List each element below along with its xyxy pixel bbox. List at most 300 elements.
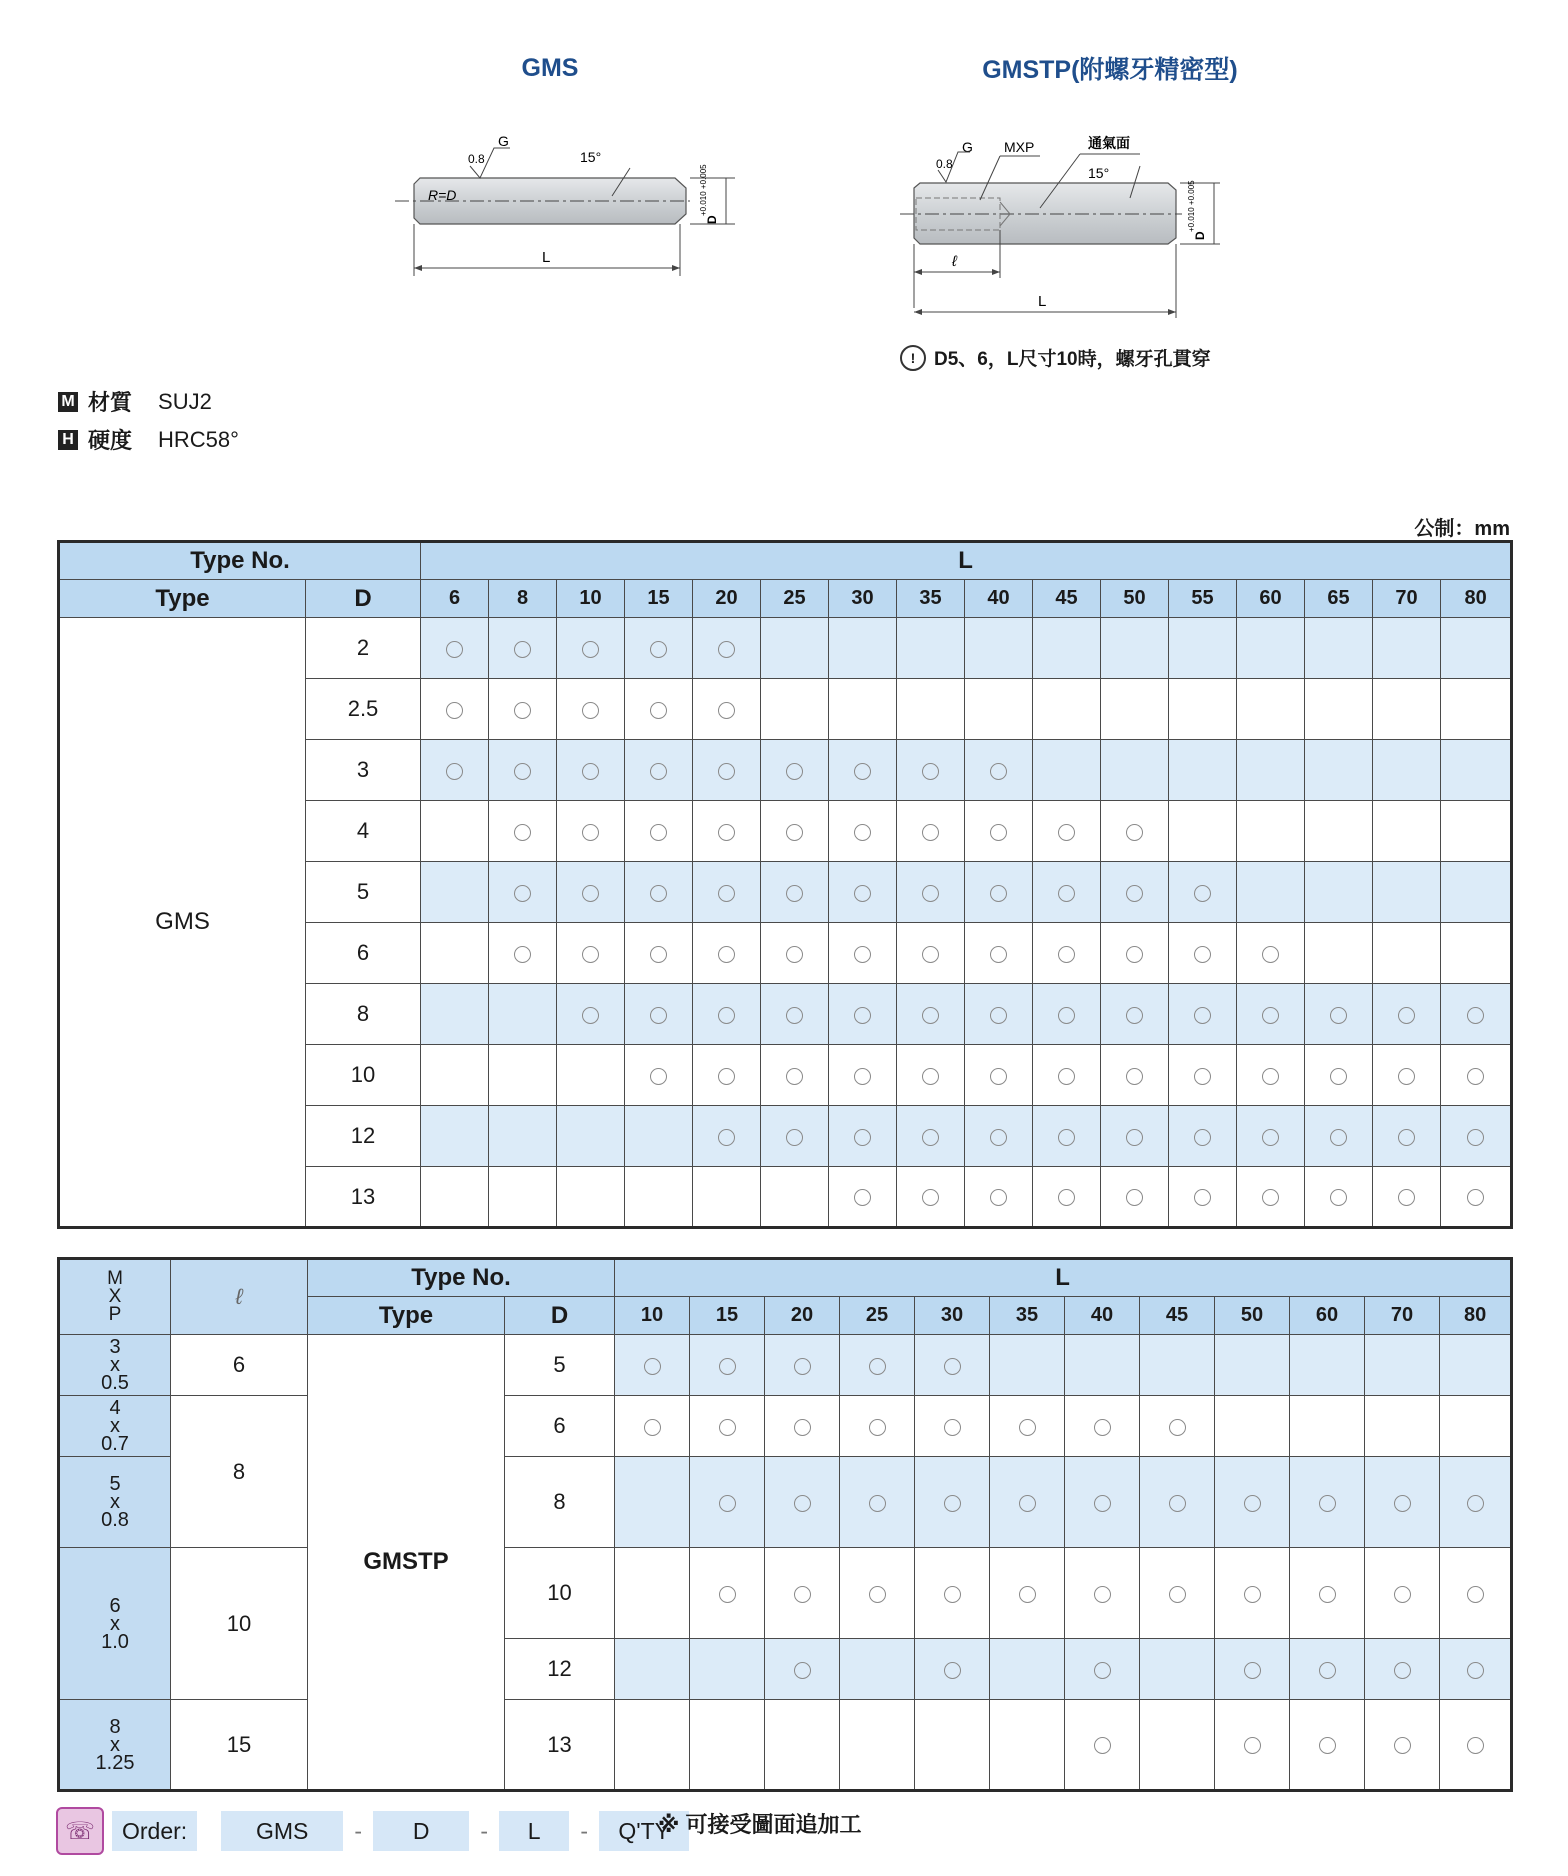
gmstp-avail-cell (1065, 1548, 1140, 1639)
available-mark-icon (786, 1007, 803, 1024)
gms-avail-cell (897, 801, 965, 862)
available-mark-icon (582, 1007, 599, 1024)
available-mark-icon (1244, 1737, 1261, 1754)
mxp-part: 0.7 (101, 1433, 129, 1455)
gms-avail-cell (1441, 1045, 1512, 1106)
gms-roughness-label: 0.8 (468, 152, 485, 166)
available-mark-icon (786, 885, 803, 902)
gmstp-avail-cell (1065, 1396, 1140, 1457)
mxp-cell (59, 1548, 171, 1700)
gms-avail-cell (1305, 923, 1373, 984)
available-mark-icon (514, 641, 531, 658)
gms-avail-cell (1441, 740, 1512, 801)
available-mark-icon (1394, 1662, 1411, 1679)
available-mark-icon (1126, 885, 1143, 902)
mxp-header-m: M (107, 1268, 123, 1289)
gms-avail-cell (1305, 984, 1373, 1045)
available-mark-icon (582, 763, 599, 780)
gmstp-ell-label: ℓ (952, 253, 957, 270)
gms-avail-cell (761, 679, 829, 740)
gmstp-d-header: D (505, 1297, 615, 1335)
gms-avail-cell (1305, 618, 1373, 679)
gms-avail-cell (557, 679, 625, 740)
available-mark-icon (854, 1068, 871, 1085)
gmstp-avail-cell (615, 1457, 690, 1548)
gms-avail-cell (1033, 923, 1101, 984)
available-mark-icon (854, 824, 871, 841)
gmstp-title: GMSTP(附螺牙精密型) (982, 56, 1238, 84)
available-mark-icon (582, 946, 599, 963)
gmstp-avail-cell (1065, 1639, 1140, 1700)
available-mark-icon (1194, 1007, 1211, 1024)
gms-title: GMS (521, 54, 579, 82)
available-mark-icon (1467, 1495, 1484, 1512)
available-mark-icon (582, 641, 599, 658)
available-mark-icon (869, 1419, 886, 1436)
gms-l-col-header: 70 (1373, 580, 1441, 618)
gmstp-avail-cell (915, 1335, 990, 1396)
gms-avail-cell (1373, 1167, 1441, 1228)
gmstp-l-col-header: 25 (840, 1297, 915, 1335)
gmstp-avail-cell (690, 1396, 765, 1457)
available-mark-icon (944, 1662, 961, 1679)
gmstp-l-col-header: 80 (1440, 1297, 1512, 1335)
available-mark-icon (854, 885, 871, 902)
gms-d-cell: 8 (306, 984, 421, 1045)
gms-avail-cell (761, 740, 829, 801)
gms-avail-cell (1237, 862, 1305, 923)
gms-avail-cell (421, 1106, 489, 1167)
gms-avail-cell (761, 618, 829, 679)
available-mark-icon (1169, 1495, 1186, 1512)
gms-avail-cell (693, 984, 761, 1045)
available-mark-icon (650, 1007, 667, 1024)
order-note: ※ 可接受圖面追加工 (658, 1812, 862, 1837)
gmstp-roughness-label: 0.8 (936, 157, 953, 171)
gmstp-l-header: L (615, 1259, 1512, 1297)
gms-table-row (59, 618, 1512, 679)
available-mark-icon (1394, 1586, 1411, 1603)
gmstp-length-label: L (1038, 293, 1047, 310)
order-field-qty: Q'TY (599, 1811, 689, 1851)
gmstp-avail-cell (915, 1548, 990, 1639)
available-mark-icon (650, 1068, 667, 1085)
gms-avail-cell (557, 740, 625, 801)
available-mark-icon (794, 1419, 811, 1436)
gmstp-avail-cell (1215, 1700, 1290, 1791)
gms-avail-cell (1441, 984, 1512, 1045)
gms-avail-cell (1305, 1167, 1373, 1228)
gms-avail-cell (1033, 862, 1101, 923)
gmstp-avail-cell (990, 1548, 1065, 1639)
available-mark-icon (514, 763, 531, 780)
gms-avail-cell (557, 1045, 625, 1106)
gms-drawing (390, 128, 760, 288)
gms-d-label: D (705, 215, 719, 224)
available-mark-icon (446, 641, 463, 658)
available-mark-icon (1398, 1189, 1415, 1206)
available-mark-icon (1330, 1189, 1347, 1206)
mxp-part: 4 (109, 1397, 121, 1419)
gmstp-avail-cell (1290, 1457, 1365, 1548)
available-mark-icon (786, 946, 803, 963)
gmstp-avail-cell (1290, 1548, 1365, 1639)
available-mark-icon (1019, 1495, 1036, 1512)
gms-avail-cell (761, 923, 829, 984)
available-mark-icon (854, 946, 871, 963)
gms-avail-cell (1101, 679, 1169, 740)
order-separator: - (354, 1817, 363, 1844)
available-mark-icon (922, 763, 939, 780)
gmstp-avail-cell (1440, 1548, 1512, 1639)
available-mark-icon (1244, 1586, 1261, 1603)
gms-avail-cell (557, 923, 625, 984)
available-mark-icon (944, 1419, 961, 1436)
gms-radius-label: R=D (428, 187, 457, 203)
gms-avail-cell (1169, 1045, 1237, 1106)
gms-avail-cell (625, 923, 693, 984)
gms-avail-cell (829, 679, 897, 740)
gms-avail-cell (1237, 1167, 1305, 1228)
available-mark-icon (1126, 946, 1143, 963)
order-separator: - (480, 1817, 489, 1844)
gmstp-l-col-header: 40 (1065, 1297, 1140, 1335)
gmstp-avail-cell (915, 1457, 990, 1548)
available-mark-icon (1262, 1189, 1279, 1206)
available-mark-icon (1194, 946, 1211, 963)
gmstp-avail-cell (765, 1457, 840, 1548)
gms-avail-cell (1237, 679, 1305, 740)
gms-avail-cell (1033, 740, 1101, 801)
available-mark-icon (582, 824, 599, 841)
gms-l-col-header: 60 (1237, 580, 1305, 618)
gms-avail-cell (693, 1045, 761, 1106)
mxp-part: 8 (109, 1715, 121, 1738)
gms-l-col-header: 45 (1033, 580, 1101, 618)
available-mark-icon (1194, 1189, 1211, 1206)
gms-d-cell: 6 (306, 923, 421, 984)
gms-avail-cell (693, 862, 761, 923)
available-mark-icon (922, 1068, 939, 1085)
available-mark-icon (718, 641, 735, 658)
available-mark-icon (514, 946, 531, 963)
available-mark-icon (1330, 1129, 1347, 1146)
gms-avail-cell (1441, 618, 1512, 679)
gms-avail-cell (625, 1106, 693, 1167)
gmstp-l-col-header: 35 (990, 1297, 1065, 1335)
gms-avail-cell (761, 801, 829, 862)
available-mark-icon (719, 1495, 736, 1512)
gmstp-avail-cell (1290, 1700, 1365, 1791)
gms-length-label: L (542, 249, 551, 266)
available-mark-icon (990, 824, 1007, 841)
gms-l-col-header: 25 (761, 580, 829, 618)
material-line (58, 386, 212, 417)
available-mark-icon (922, 824, 939, 841)
gms-avail-cell (1169, 862, 1237, 923)
gms-avail-cell (693, 740, 761, 801)
available-mark-icon (990, 1189, 1007, 1206)
gms-avail-cell (693, 801, 761, 862)
gms-avail-cell (557, 801, 625, 862)
order-field-l: L (499, 1811, 569, 1851)
gmstp-l-col-header: 45 (1140, 1297, 1215, 1335)
gms-avail-cell (1169, 740, 1237, 801)
gmstp-avail-cell (690, 1700, 765, 1791)
mxp-part: 5 (109, 1473, 121, 1495)
gmstp-avail-cell (1365, 1700, 1440, 1791)
gms-avail-cell (1373, 801, 1441, 862)
gms-avail-cell (1441, 923, 1512, 984)
gms-avail-cell (1033, 801, 1101, 862)
gms-avail-cell (625, 862, 693, 923)
gmstp-d-cell: 6 (505, 1396, 615, 1457)
gms-avail-cell (1373, 618, 1441, 679)
gms-l-col-header: 80 (1441, 580, 1512, 618)
gms-avail-cell (829, 1167, 897, 1228)
gmstp-d-cell: 12 (505, 1639, 615, 1700)
gms-avail-cell (1101, 618, 1169, 679)
available-mark-icon (1126, 1068, 1143, 1085)
available-mark-icon (1094, 1737, 1111, 1754)
gmstp-d-cell: 10 (505, 1548, 615, 1639)
available-mark-icon (794, 1586, 811, 1603)
gms-avail-cell (557, 1106, 625, 1167)
gms-type-no-header: Type No. (59, 542, 421, 580)
available-mark-icon (990, 1068, 1007, 1085)
gms-avail-cell (489, 1045, 557, 1106)
gms-avail-cell (761, 984, 829, 1045)
gmstp-avail-cell (1215, 1335, 1290, 1396)
gms-avail-cell (965, 862, 1033, 923)
gmstp-avail-cell (1140, 1335, 1215, 1396)
gmstp-avail-cell (1440, 1639, 1512, 1700)
gms-avail-cell (1169, 984, 1237, 1045)
mxp-cell (59, 1457, 171, 1548)
gmstp-avail-cell (1140, 1700, 1215, 1791)
ell-cell: 8 (171, 1396, 308, 1548)
gms-avail-cell (761, 1045, 829, 1106)
gmstp-avail-cell (915, 1396, 990, 1457)
gmstp-table-row (59, 1335, 1512, 1396)
phone-icon: ☏ (56, 1807, 104, 1855)
gms-avail-cell (1373, 923, 1441, 984)
gmstp-avail-cell (990, 1396, 1065, 1457)
gms-l-col-header: 6 (421, 580, 489, 618)
gmstp-avail-cell (1065, 1457, 1140, 1548)
gms-avail-cell (1237, 984, 1305, 1045)
available-mark-icon (1398, 1007, 1415, 1024)
gms-avail-cell (1033, 1106, 1101, 1167)
gmstp-l-col-header: 30 (915, 1297, 990, 1335)
available-mark-icon (718, 1129, 735, 1146)
gmstp-avail-cell (1365, 1548, 1440, 1639)
gms-avail-cell (1101, 801, 1169, 862)
mxp-part: x (110, 1354, 120, 1376)
order-separator: - (580, 1817, 589, 1844)
gms-avail-cell (1305, 1045, 1373, 1106)
gms-avail-cell (1305, 801, 1373, 862)
gmstp-d-cell: 8 (505, 1457, 615, 1548)
gms-avail-cell (1101, 984, 1169, 1045)
available-mark-icon (1467, 1068, 1484, 1085)
gms-avail-cell (625, 740, 693, 801)
ell-cell: 15 (171, 1700, 308, 1791)
available-mark-icon (1319, 1586, 1336, 1603)
gms-avail-cell (1441, 679, 1512, 740)
available-mark-icon (990, 1007, 1007, 1024)
gms-l-col-header: 50 (1101, 580, 1169, 618)
gms-avail-cell (557, 618, 625, 679)
gmstp-avail-cell (1440, 1335, 1512, 1396)
gms-avail-cell (421, 1167, 489, 1228)
material-badge: M (58, 392, 78, 412)
available-mark-icon (718, 946, 735, 963)
gms-avail-cell (761, 1106, 829, 1167)
ell-header: ℓ (171, 1259, 308, 1335)
available-mark-icon (1194, 885, 1211, 902)
gms-avail-cell (897, 1106, 965, 1167)
available-mark-icon (794, 1358, 811, 1375)
available-mark-icon (1094, 1495, 1111, 1512)
gmstp-avail-cell (1140, 1457, 1215, 1548)
available-mark-icon (719, 1358, 736, 1375)
available-mark-icon (1094, 1419, 1111, 1436)
available-mark-icon (922, 1007, 939, 1024)
gms-l-col-header: 40 (965, 580, 1033, 618)
gmstp-spec-table (57, 1257, 1513, 1792)
gmstp-type-header: Type (308, 1297, 505, 1335)
available-mark-icon (1262, 946, 1279, 963)
gms-avail-cell (489, 801, 557, 862)
gmstp-avail-cell (840, 1639, 915, 1700)
available-mark-icon (1058, 946, 1075, 963)
available-mark-icon (794, 1495, 811, 1512)
gms-l-col-header: 35 (897, 580, 965, 618)
available-mark-icon (514, 885, 531, 902)
available-mark-icon (1169, 1586, 1186, 1603)
gms-avail-cell (489, 923, 557, 984)
mxp-part: 1.0 (101, 1630, 129, 1653)
gms-avail-cell (897, 740, 965, 801)
mxp-cell (59, 1335, 171, 1396)
gms-avail-cell (421, 801, 489, 862)
gms-avail-cell (897, 1045, 965, 1106)
available-mark-icon (1126, 824, 1143, 841)
gms-avail-cell (1373, 984, 1441, 1045)
gmstp-avail-cell (1140, 1396, 1215, 1457)
gms-avail-cell (557, 862, 625, 923)
gms-d-cell: 10 (306, 1045, 421, 1106)
gms-spec-table (57, 540, 1513, 1229)
gmstp-g-label: G (962, 139, 973, 155)
mxp-part: 0.5 (101, 1372, 129, 1394)
gms-avail-cell (1169, 801, 1237, 862)
gmstp-table-row (59, 1548, 1512, 1639)
gms-avail-cell (1441, 801, 1512, 862)
available-mark-icon (514, 824, 531, 841)
gmstp-l-col-header: 70 (1365, 1297, 1440, 1335)
available-mark-icon (1126, 1189, 1143, 1206)
gms-avail-cell (1441, 1106, 1512, 1167)
gms-avail-cell (897, 618, 965, 679)
available-mark-icon (944, 1495, 961, 1512)
gms-avail-cell (965, 1167, 1033, 1228)
available-mark-icon (650, 824, 667, 841)
gmstp-angle-label: 15° (1088, 165, 1110, 181)
gms-avail-cell (489, 862, 557, 923)
available-mark-icon (854, 763, 871, 780)
gms-avail-cell (1033, 1045, 1101, 1106)
gms-avail-cell (1033, 618, 1101, 679)
gms-avail-cell (1101, 1106, 1169, 1167)
available-mark-icon (990, 946, 1007, 963)
available-mark-icon (718, 885, 735, 902)
gms-avail-cell (421, 923, 489, 984)
gms-l-col-header: 20 (693, 580, 761, 618)
mxp-header (59, 1259, 171, 1335)
ell-cell: 10 (171, 1548, 308, 1700)
gmstp-avail-cell (840, 1700, 915, 1791)
gms-avail-cell (1441, 1167, 1512, 1228)
gms-avail-cell (897, 679, 965, 740)
gmstp-note (900, 344, 1211, 371)
gms-avail-cell (1169, 1167, 1237, 1228)
gms-avail-cell (1101, 740, 1169, 801)
available-mark-icon (990, 885, 1007, 902)
gms-avail-cell (965, 984, 1033, 1045)
gmstp-avail-cell (1215, 1639, 1290, 1700)
gms-avail-cell (897, 1167, 965, 1228)
gmstp-avail-cell (915, 1700, 990, 1791)
gmstp-avail-cell (1365, 1335, 1440, 1396)
gms-avail-cell (1101, 862, 1169, 923)
gmstp-d-label: D (1193, 231, 1207, 240)
gms-avail-cell (1305, 740, 1373, 801)
gmstp-type-cell: GMSTP (308, 1335, 505, 1791)
available-mark-icon (1058, 1129, 1075, 1146)
gmstp-avail-cell (1065, 1335, 1140, 1396)
gmstp-d-cell: 13 (505, 1700, 615, 1791)
gms-avail-cell (693, 618, 761, 679)
gms-avail-cell (625, 1167, 693, 1228)
available-mark-icon (1467, 1737, 1484, 1754)
hardness-label: 硬度 (88, 428, 133, 453)
hardness-line (58, 424, 239, 455)
gms-d-cell: 5 (306, 862, 421, 923)
gms-avail-cell (625, 679, 693, 740)
gms-type-cell: GMS (59, 618, 306, 1228)
hardness-badge: H (58, 430, 78, 450)
available-mark-icon (1319, 1737, 1336, 1754)
gmstp-avail-cell (765, 1396, 840, 1457)
gms-avail-cell (1033, 679, 1101, 740)
available-mark-icon (922, 885, 939, 902)
gms-avail-cell (1237, 740, 1305, 801)
available-mark-icon (718, 702, 735, 719)
gms-avail-cell (1237, 1106, 1305, 1167)
gms-avail-cell (625, 618, 693, 679)
available-mark-icon (1058, 1007, 1075, 1024)
available-mark-icon (1330, 1068, 1347, 1085)
available-mark-icon (1019, 1586, 1036, 1603)
available-mark-icon (1394, 1495, 1411, 1512)
available-mark-icon (1194, 1129, 1211, 1146)
gms-l-col-header: 65 (1305, 580, 1373, 618)
available-mark-icon (1126, 1007, 1143, 1024)
mxp-part: x (110, 1733, 120, 1756)
available-mark-icon (718, 763, 735, 780)
